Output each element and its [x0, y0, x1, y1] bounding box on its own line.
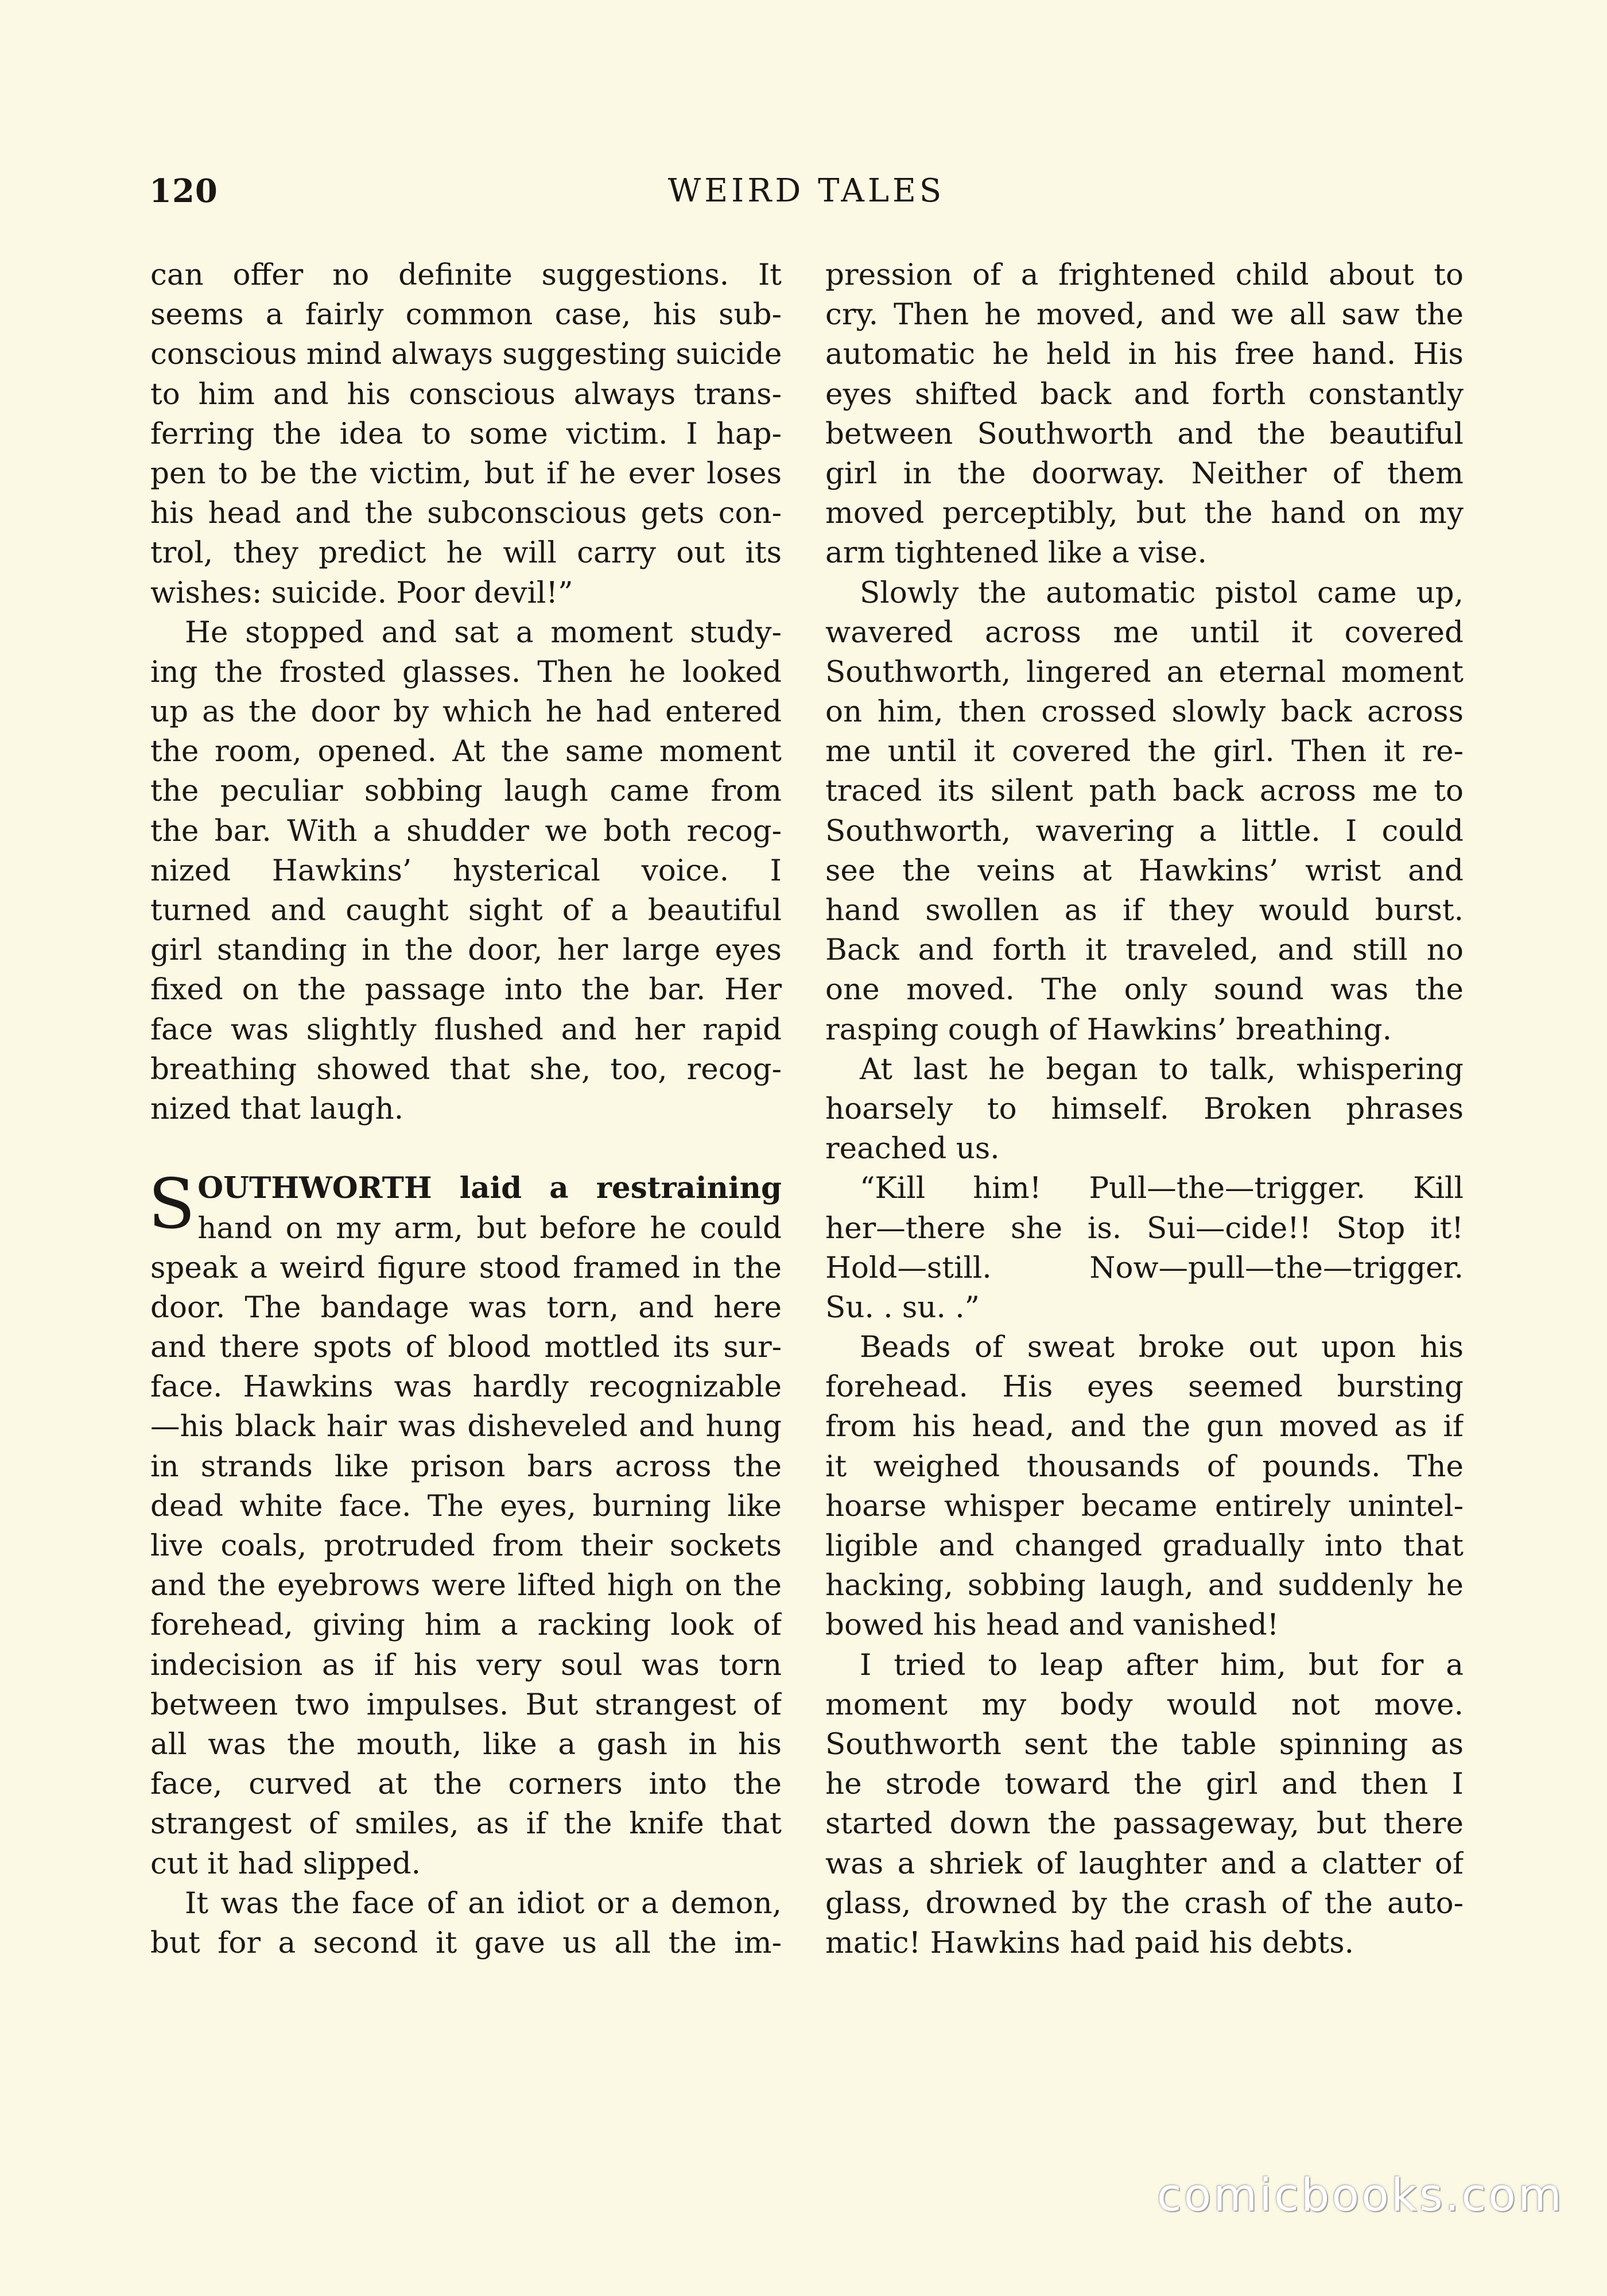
text-line: dead white face. The eyes, burning like	[150, 1488, 782, 1523]
text-line: door. The bandage was torn, and here	[150, 1290, 782, 1325]
text-line: conscious mind always suggesting suicide	[150, 337, 782, 372]
text-line: girl in the doorway. Neither of them	[825, 456, 1464, 491]
text-line: Hold—still. Now—pull—the—trigger.	[825, 1250, 1464, 1285]
text-line: started down the passageway, but there	[825, 1806, 1464, 1841]
text-line: and the eyebrows were lifted high on the	[150, 1568, 782, 1603]
text-line: all was the mouth, like a gash in his	[150, 1727, 782, 1762]
text-line: breathing showed that she, too, recog-	[150, 1052, 782, 1087]
text-line: the peculiar sobbing laugh came from	[150, 774, 782, 809]
text-line: on him, then crossed slowly back across	[825, 695, 1464, 730]
text-line: up as the door by which he had entered	[150, 695, 782, 730]
text-line: speak a weird figure stood framed in the	[150, 1250, 782, 1285]
text-line: Su. . su. .”	[825, 1290, 980, 1325]
page-number: 120	[149, 172, 218, 210]
text-line: strangest of smiles, as if the knife that	[150, 1806, 782, 1841]
text-line: her—there she is. Sui—cide!! Stop it!	[825, 1211, 1464, 1246]
text-line: face, curved at the corners into the	[150, 1767, 782, 1802]
text-line: Southworth sent the table spinning as	[825, 1727, 1464, 1762]
text-line: arm tightened like a vise.	[825, 536, 1207, 571]
text-line: his head and the subconscious gets con-	[150, 496, 782, 531]
text-line: face was slightly flushed and her rapid	[150, 1012, 782, 1047]
text-line: nized that laugh.	[150, 1091, 404, 1126]
text-line: trol, they predict he will carry out its	[150, 536, 782, 571]
text-line: cut it had slipped.	[150, 1846, 421, 1881]
text-line: hoarsely to himself. Broken phrases	[825, 1091, 1464, 1126]
text-line: cry. Then he moved, and we all saw the	[825, 297, 1464, 332]
text-line: to him and his conscious always trans-	[150, 377, 782, 412]
text-line: OUTHWORTH laid a restraining	[197, 1171, 782, 1206]
text-line: eyes shifted back and forth constantly	[825, 377, 1464, 412]
text-line: pen to be the victim, but if he ever loses	[150, 456, 782, 491]
text-line: forehead, giving him a racking look of	[150, 1608, 782, 1643]
text-line: from his head, and the gun moved as if	[825, 1409, 1464, 1444]
text-line: indecision as if his very soul was torn	[150, 1647, 782, 1682]
text-line: one moved. The only sound was the	[825, 972, 1464, 1007]
text-line: between Southworth and the beautiful	[825, 416, 1464, 451]
text-line: automatic he held in his free hand. His	[825, 337, 1464, 372]
text-line: face. Hawkins was hardly recognizable	[150, 1370, 782, 1405]
right-column	[825, 255, 1464, 1963]
text-line: At last he began to talk, whispering	[860, 1052, 1464, 1087]
text-line: “Kill him! Pull—the—trigger. Kill	[860, 1171, 1464, 1206]
text-line: It was the face of an idiot or a demon,	[185, 1886, 782, 1921]
text-line: forehead. His eyes seemed bursting	[825, 1370, 1464, 1405]
section-break	[150, 1129, 782, 1169]
text-line: rasping cough of Hawkins’ breathing.	[825, 1012, 1392, 1047]
text-line: ing the frosted glasses. Then he looked	[150, 654, 782, 689]
text-line: nized Hawkins’ hysterical voice. I	[150, 853, 782, 888]
text-line: turned and caught sight of a beautiful	[150, 893, 782, 928]
text-line: moment my body would not move.	[825, 1687, 1464, 1722]
page-header	[149, 172, 1464, 224]
running-head: WEIRD TALES	[667, 172, 945, 210]
text-line: moved perceptibly, but the hand on my	[825, 496, 1464, 531]
text-line: the room, opened. At the same moment	[150, 734, 782, 769]
text-line: between two impulses. But strangest of	[150, 1687, 782, 1722]
drop-cap: S	[148, 1165, 196, 1245]
text-line: traced its silent path back across me to	[825, 774, 1464, 809]
text-line: hacking, sobbing laugh, and suddenly he	[825, 1568, 1464, 1603]
text-line: see the veins at Hawkins’ wrist and	[825, 853, 1464, 888]
text-line: was a shriek of laughter and a clatter of	[825, 1846, 1464, 1881]
text-line: hand on my arm, but before he could	[197, 1211, 782, 1246]
text-line: Slowly the automatic pistol came up,	[860, 575, 1464, 610]
text-line: glass, drowned by the crash of the auto-	[825, 1886, 1464, 1921]
text-line: fixed on the passage into the bar. Her	[150, 972, 782, 1007]
text-line: ferring the idea to some victim. I hap-	[150, 416, 782, 451]
text-line: live coals, protruded from their sockets	[150, 1529, 782, 1563]
text-line: I tried to leap after him, but for a	[860, 1647, 1464, 1682]
text-line: Southworth, lingered an eternal moment	[825, 654, 1464, 689]
text-line: reached us.	[825, 1131, 1000, 1166]
text-line: it weighed thousands of pounds. The	[825, 1449, 1464, 1484]
text-line: ligible and changed gradually into that	[825, 1529, 1464, 1563]
text-line: and there spots of blood mottled its sur-	[150, 1330, 782, 1365]
watermark-logo: comicbooks.com	[1156, 2170, 1564, 2221]
text-line: in strands like prison bars across the	[150, 1449, 782, 1484]
text-line: pression of a frightened child about to	[825, 258, 1464, 292]
text-line: but for a second it gave us all the im-	[150, 1925, 782, 1960]
left-column	[150, 255, 782, 1963]
text-line: Southworth, wavering a little. I could	[825, 813, 1464, 848]
text-line: —his black hair was disheveled and hung	[150, 1409, 782, 1444]
text-line: He stopped and sat a moment study-	[185, 615, 782, 650]
text-line: the bar. With a shudder we both recog-	[150, 813, 782, 848]
text-line: Beads of sweat broke out upon his	[860, 1330, 1464, 1365]
section-opening	[148, 1165, 782, 1248]
text-line: wavered across me until it covered	[825, 615, 1464, 650]
text-line: hand swollen as if they would burst.	[825, 893, 1464, 928]
text-line: me until it covered the girl. Then it re-	[825, 734, 1464, 769]
text-line: bowed his head and vanished!	[825, 1608, 1279, 1643]
text-line: he strode toward the girl and then I	[825, 1767, 1464, 1802]
text-line: seems a fairly common case, his sub-	[150, 297, 782, 332]
text-line: wishes: suicide. Poor devil!”	[150, 575, 573, 610]
text-line: can offer no definite suggestions. It	[150, 258, 782, 292]
text-line: hoarse whisper became entirely unintel-	[825, 1488, 1464, 1523]
text-line: Back and forth it traveled, and still no	[825, 933, 1464, 968]
text-line: matic! Hawkins had paid his debts.	[825, 1925, 1354, 1960]
text-line: girl standing in the door, her large eyes	[150, 933, 782, 968]
